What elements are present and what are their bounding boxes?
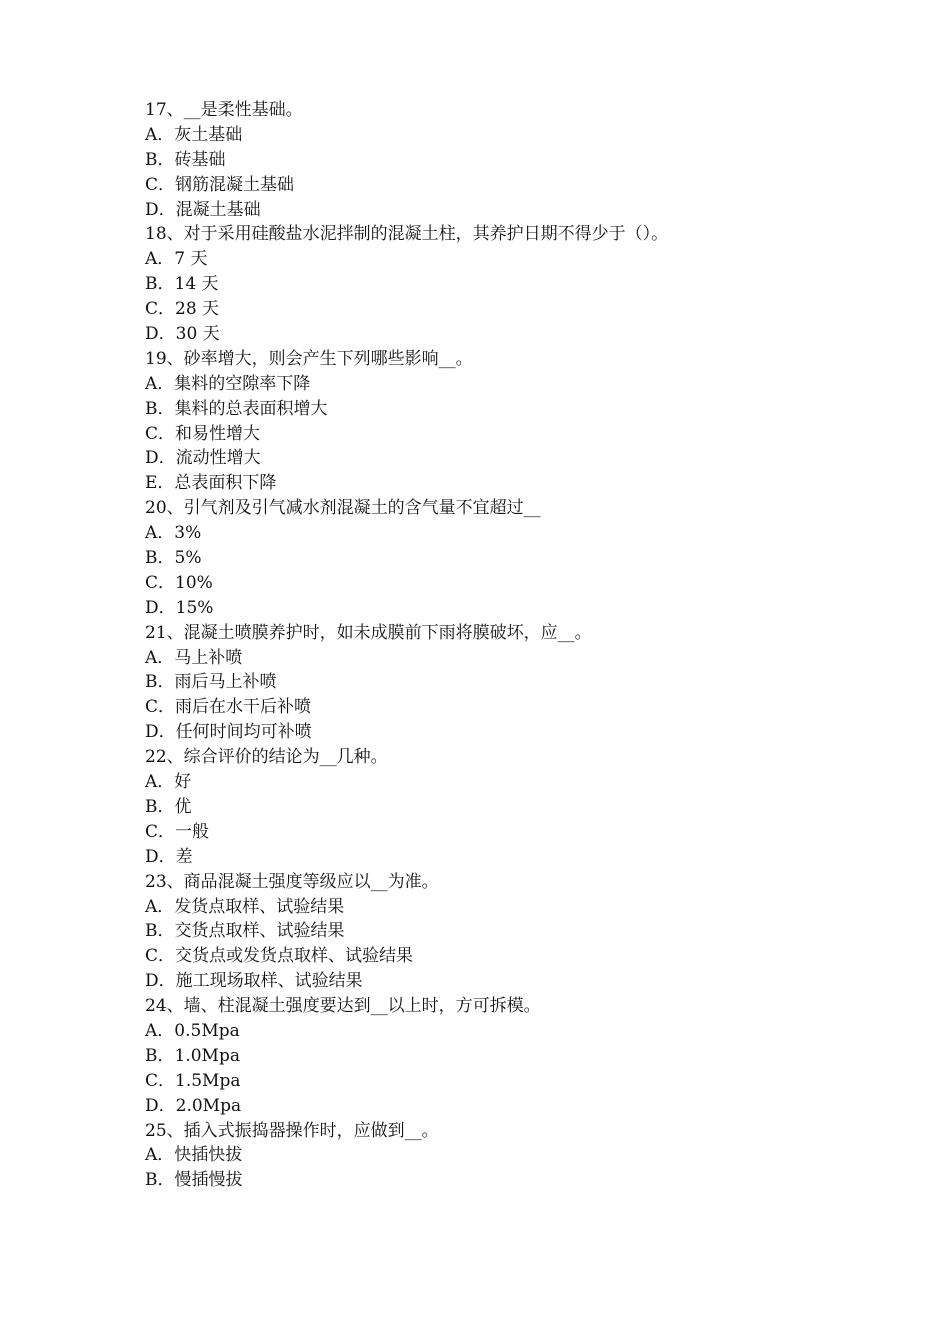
option-letter: B [145, 1045, 158, 1066]
option-23-a [145, 895, 845, 920]
option-25-a [145, 1143, 845, 1168]
option-text: 一般 [175, 821, 210, 842]
option-text: 总表面积下降 [174, 473, 277, 494]
question-number: 20 [145, 498, 167, 519]
question-number: 18 [145, 224, 167, 245]
question-text: 、墙、柱混凝土强度要达到__以上时，方可拆模。 [166, 996, 541, 1017]
option-20-c [145, 571, 845, 596]
question-number: 17 [145, 100, 167, 120]
option-separator: ． [158, 174, 176, 195]
option-separator: ． [157, 672, 175, 693]
option-17-c [145, 173, 845, 198]
option-letter: D [145, 324, 159, 345]
option-separator: ． [157, 647, 175, 668]
option-23-b [145, 919, 845, 944]
option-letter: A [145, 523, 158, 544]
option-separator: ． [157, 1020, 175, 1041]
option-separator: ． [157, 921, 175, 942]
option-22-d [145, 845, 845, 870]
option-text: 发货点取样、试验结果 [174, 896, 345, 917]
option-24-c [145, 1069, 845, 1094]
option-text: 1.0Mpa [174, 1045, 240, 1066]
option-separator: ． [157, 548, 175, 569]
option-separator: ． [157, 149, 175, 170]
option-24-b [145, 1044, 845, 1069]
option-letter: D [145, 846, 159, 867]
option-letter: D [145, 971, 159, 992]
option-21-d [145, 720, 845, 745]
option-separator: ． [157, 473, 175, 494]
question-number: 21 [145, 622, 167, 643]
option-letter: B [145, 672, 158, 693]
question-number: 23 [145, 871, 167, 892]
option-letter: C [145, 697, 159, 718]
option-23-c [145, 944, 845, 969]
option-text: 雨后马上补喷 [174, 672, 277, 693]
question-text: 、商品混凝土强度等级应以__为准。 [166, 871, 439, 892]
option-17-b [145, 148, 845, 173]
option-text: 5% [174, 548, 202, 569]
option-letter: B [145, 796, 158, 817]
option-24-a [145, 1019, 845, 1044]
option-separator: ． [157, 772, 175, 793]
option-text: 3% [174, 523, 202, 544]
option-text: 1.5Mpa [175, 1070, 241, 1091]
option-separator: ． [157, 1145, 175, 1166]
option-21-b [145, 670, 845, 695]
option-text: 28 天 [175, 299, 220, 320]
option-separator: ． [157, 249, 175, 270]
option-text: 雨后在水干后补喷 [175, 697, 312, 718]
option-19-a [145, 372, 845, 397]
option-text: 15% [175, 597, 214, 618]
option-separator: ． [157, 398, 175, 419]
option-text: 7 天 [174, 249, 208, 270]
option-text: 马上补喷 [174, 647, 243, 668]
option-separator: ． [158, 971, 176, 992]
question-stem-22 [145, 745, 845, 770]
option-19-e [145, 471, 845, 496]
option-text: 施工现场取样、试验结果 [175, 971, 363, 992]
option-letter: D [145, 448, 159, 469]
question-number: 22 [145, 747, 167, 768]
option-text: 和易性增大 [175, 423, 261, 444]
option-separator: ． [158, 821, 176, 842]
option-letter: A [145, 124, 158, 145]
option-separator: ． [157, 896, 175, 917]
option-text: 混凝土基础 [175, 199, 261, 220]
option-text: 交货点或发货点取样、试验结果 [175, 946, 414, 967]
option-letter: A [145, 1020, 158, 1041]
option-separator: ． [158, 572, 176, 593]
option-19-c [145, 422, 845, 447]
option-17-d [145, 198, 845, 223]
option-separator: ． [158, 199, 176, 220]
question-number: 19 [145, 348, 167, 369]
question-stem-19 [145, 347, 845, 372]
question-stem-21 [145, 621, 845, 646]
option-text: 任何时间均可补喷 [175, 722, 312, 743]
option-20-b [145, 546, 845, 571]
option-letter: B [145, 548, 158, 569]
option-19-d [145, 446, 845, 471]
option-separator: ． [158, 423, 176, 444]
option-22-c [145, 820, 845, 845]
option-text: 快插快拔 [174, 1145, 243, 1166]
option-text: 流动性增大 [175, 448, 261, 469]
question-stem-23 [145, 870, 845, 895]
option-22-a [145, 770, 845, 795]
option-separator: ． [158, 946, 176, 967]
option-18-c [145, 297, 845, 322]
option-letter: A [145, 373, 158, 394]
option-text: 慢插慢拔 [174, 1170, 243, 1191]
option-text: 交货点取样、试验结果 [174, 921, 345, 942]
option-letter: B [145, 1170, 158, 1191]
option-21-c [145, 695, 845, 720]
option-separator: ． [158, 846, 176, 867]
option-text: 灰土基础 [174, 124, 243, 145]
option-17-a [145, 123, 845, 148]
option-letter: C [145, 946, 159, 967]
option-text: 2.0Mpa [175, 1095, 242, 1116]
question-text: 、插入式振捣器操作时，应做到__。 [166, 1120, 439, 1141]
question-text: 、砂率增大，则会产生下列哪些影响__。 [166, 348, 473, 369]
option-letter: C [145, 299, 159, 320]
question-number: 25 [145, 1120, 167, 1141]
option-24-d [145, 1094, 845, 1119]
option-25-b [145, 1168, 845, 1193]
question-text: 、混凝土喷膜养护时，如未成膜前下雨将膜破坏，应__。 [166, 622, 592, 643]
option-letter: A [145, 249, 158, 270]
option-18-d [145, 322, 845, 347]
option-separator: ． [157, 274, 175, 295]
question-text: 、综合评价的结论为__几种。 [166, 747, 388, 768]
option-letter: C [145, 572, 159, 593]
option-20-d [145, 596, 845, 621]
option-text: 0.5Mpa [174, 1020, 240, 1041]
question-stem-18 [145, 222, 845, 247]
question-stem-20 [145, 496, 845, 521]
question-stem-25 [145, 1119, 845, 1144]
option-separator: ． [158, 324, 176, 345]
question-text: 、__是柔性基础。 [166, 100, 303, 120]
option-separator: ． [158, 697, 176, 718]
option-separator: ． [158, 299, 176, 320]
option-letter: B [145, 398, 158, 419]
option-text: 差 [175, 846, 193, 867]
option-letter: A [145, 647, 158, 668]
option-separator: ． [157, 1045, 175, 1066]
option-separator: ． [158, 1070, 176, 1091]
option-letter: B [145, 274, 158, 295]
option-separator: ． [157, 1170, 175, 1191]
option-letter: A [145, 1145, 158, 1166]
option-separator: ． [157, 124, 175, 145]
option-letter: B [145, 149, 158, 170]
option-text: 钢筋混凝土基础 [175, 174, 295, 195]
option-letter: D [145, 722, 159, 743]
option-text: 14 天 [174, 274, 219, 295]
option-18-a [145, 247, 845, 272]
option-separator: ． [158, 722, 176, 743]
option-letter: C [145, 821, 159, 842]
option-text: 10% [175, 572, 213, 593]
option-22-b [145, 795, 845, 820]
option-letter: A [145, 772, 158, 793]
option-separator: ． [157, 796, 175, 817]
question-text: 、对于采用硅酸盐水泥拌制的混凝土柱，其养护日期不得少于（）。 [166, 224, 669, 245]
option-text: 砖基础 [174, 149, 226, 170]
option-letter: C [145, 174, 159, 195]
option-separator: ． [157, 373, 175, 394]
option-letter: B [145, 921, 158, 942]
option-text: 集料的总表面积增大 [174, 398, 328, 419]
option-23-d [145, 969, 845, 994]
question-stem-24 [145, 994, 845, 1019]
option-letter: C [145, 1070, 159, 1091]
option-20-a [145, 521, 845, 546]
option-letter: C [145, 423, 159, 444]
option-letter: D [145, 1095, 159, 1116]
option-separator: ． [158, 448, 176, 469]
option-letter: D [145, 199, 159, 220]
option-text: 30 天 [175, 324, 220, 345]
option-separator: ． [157, 523, 175, 544]
question-stem-17 [145, 98, 845, 123]
option-separator: ． [158, 1095, 176, 1116]
option-letter: D [145, 597, 159, 618]
option-text: 优 [174, 796, 192, 817]
option-21-a [145, 646, 845, 671]
option-text: 好 [174, 772, 192, 793]
option-text: 集料的空隙率下降 [174, 373, 311, 394]
question-text: 、引气剂及引气减水剂混凝土的含气量不宜超过__ [166, 498, 541, 519]
option-18-b [145, 272, 845, 297]
question-number: 24 [145, 996, 167, 1017]
option-letter: E [145, 473, 158, 494]
option-separator: ． [158, 597, 176, 618]
document-page [145, 98, 845, 1193]
option-19-b [145, 397, 845, 422]
option-letter: A [145, 896, 158, 917]
